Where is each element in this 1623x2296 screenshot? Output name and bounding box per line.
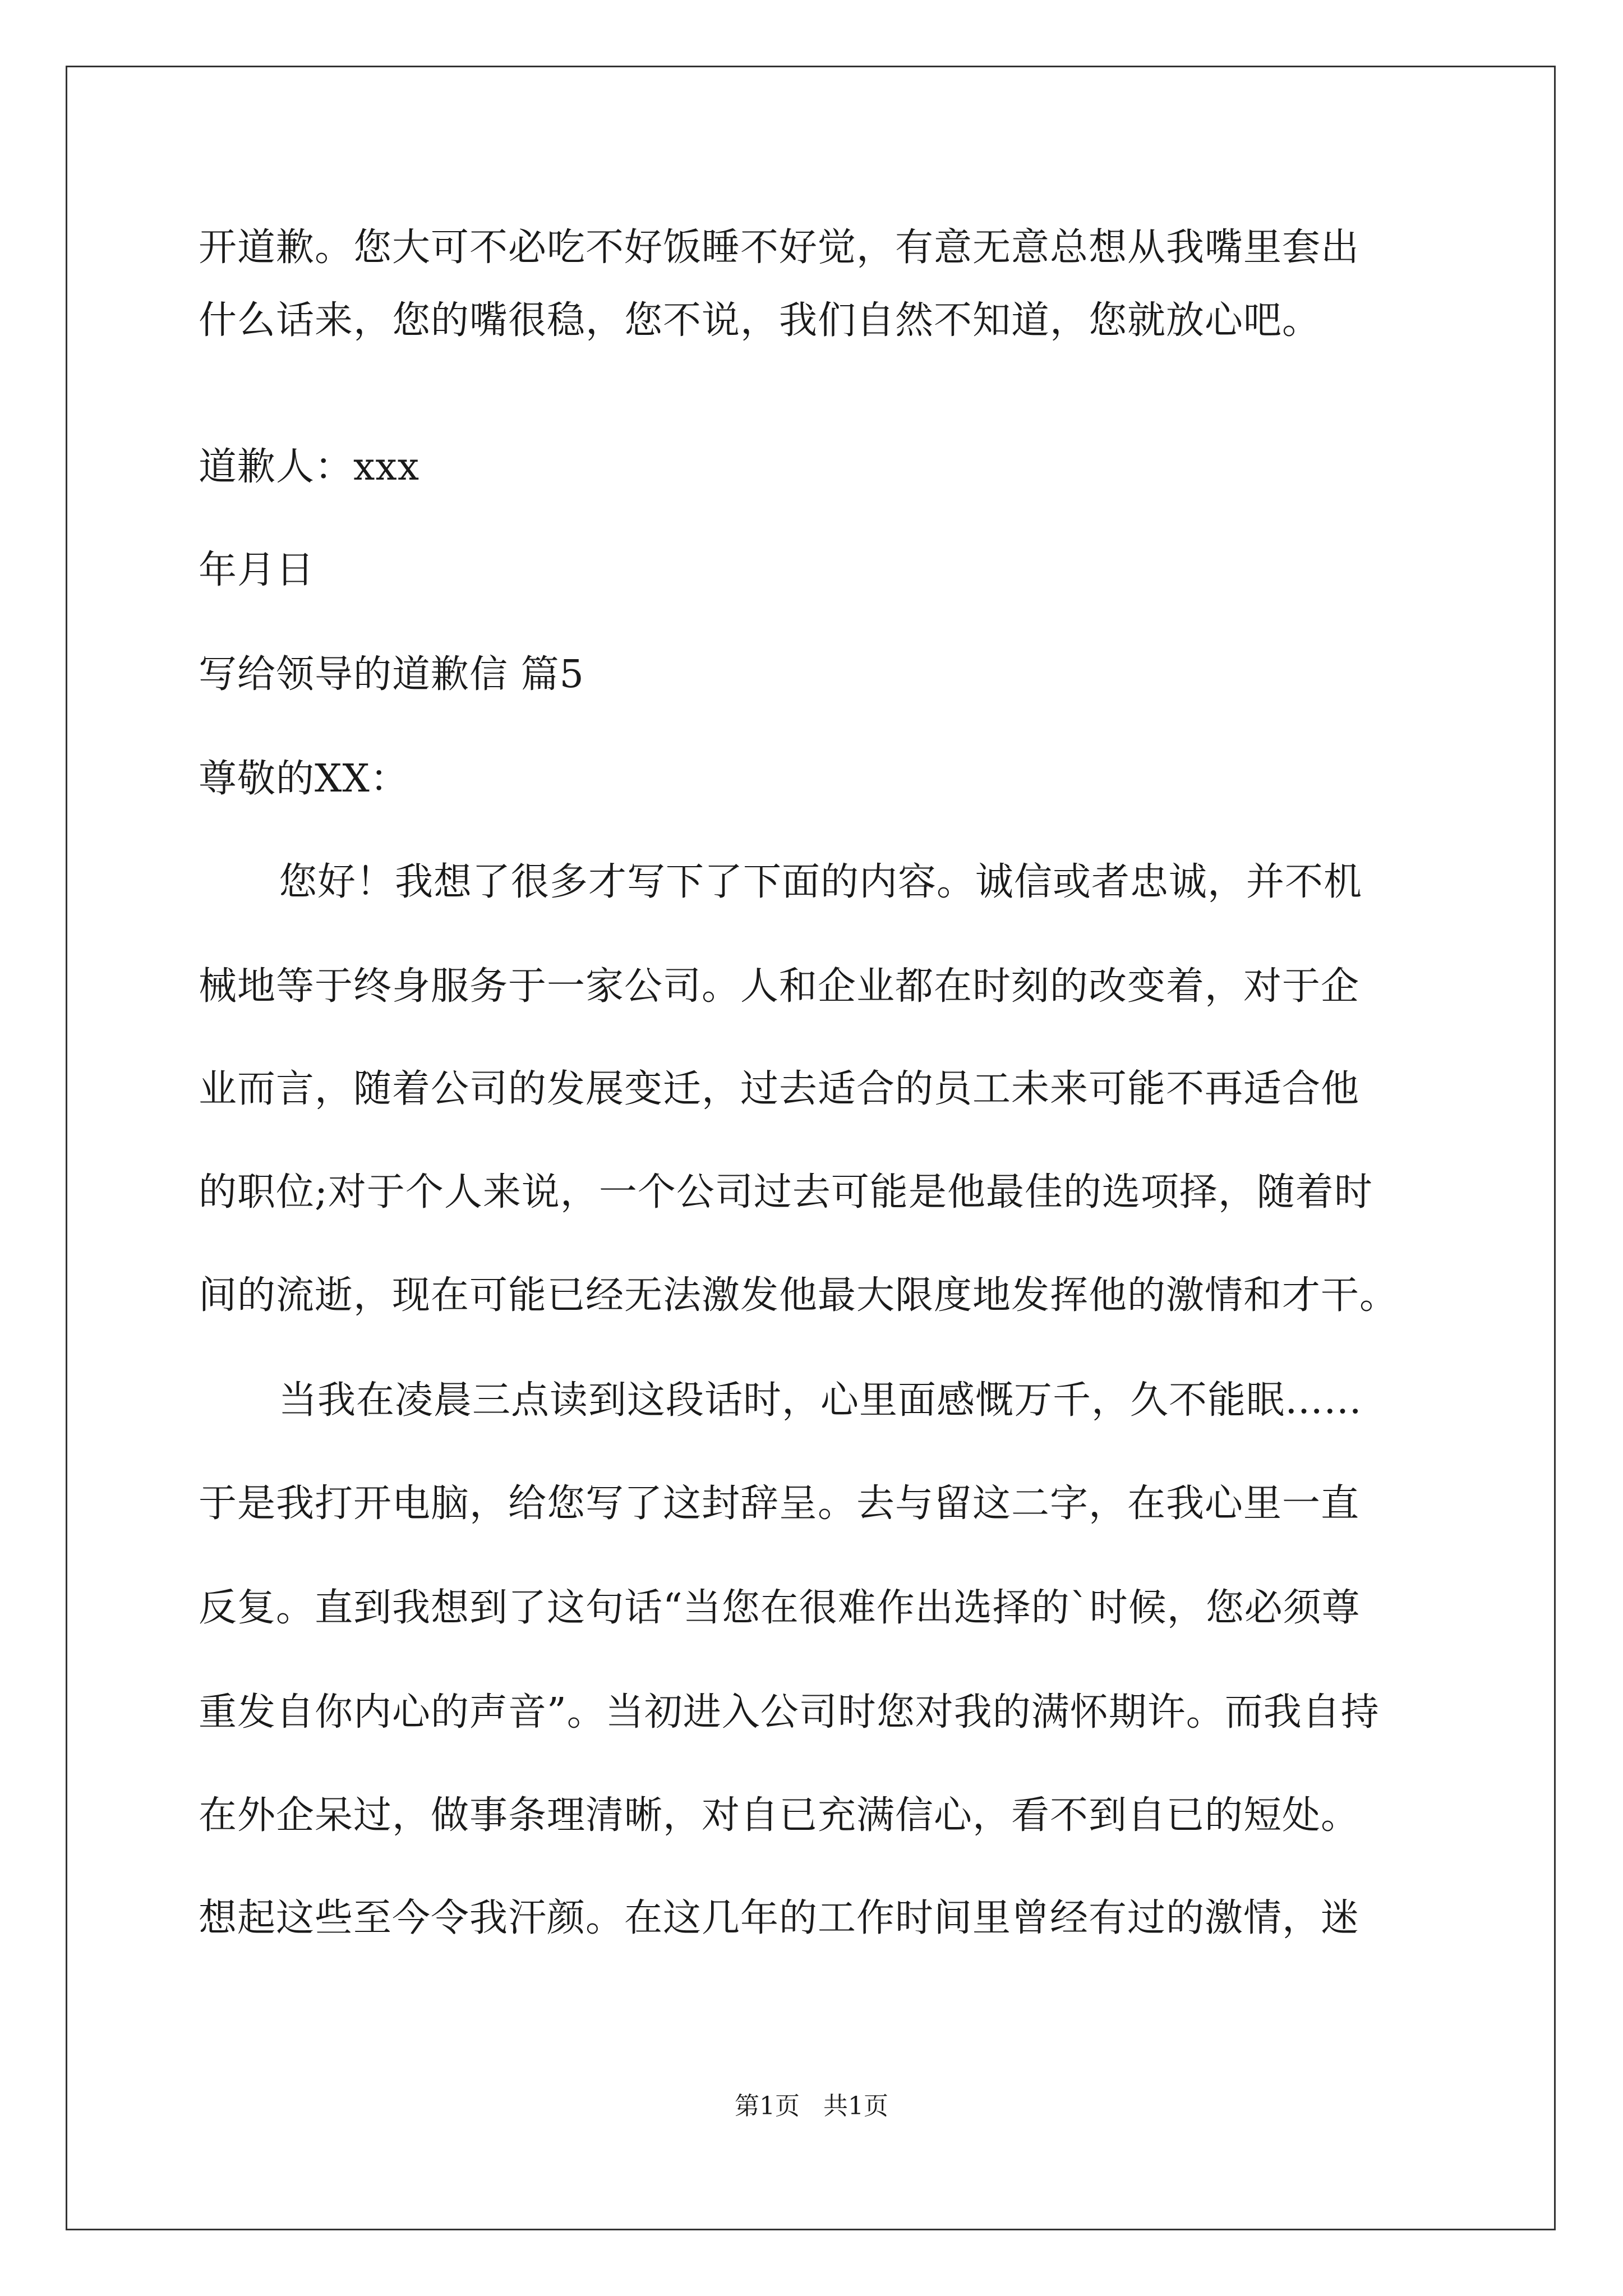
body-line: 于是我打开电脑，给您写了这封辞呈。去与留这二字，在我心里一直 (199, 1481, 1360, 1526)
body-line: 想起这些至今令我汗颜。在这几年的工作时间里曾经有过的激情，迷 (199, 1896, 1360, 1940)
body-line: 在外企呆过，做事条理清晰，对自已充满信心，看不到自已的短处。 (199, 1793, 1360, 1838)
date-line: 年月日 (199, 548, 315, 592)
signature-line: 道歉人：xxx (199, 445, 420, 489)
body-line: 反复。直到我想到了这句话“当您在很难作出选择的`时候，您必须尊 (199, 1586, 1361, 1630)
salutation: 尊敬的XX： (199, 757, 409, 801)
body-line: 间的流逝，现在可能已经无法激发他最大限度地发挥他的激情和才干。 (199, 1273, 1399, 1318)
body-line: 什么话来，您的嘴很稳，您不说，我们自然不知道，您就放心吧。 (199, 298, 1321, 343)
body-line: 当我在凌晨三点读到这段话时，心里面感慨万千，久不能眠…… (279, 1378, 1363, 1423)
page-number-footer: 第1页 共1页 (735, 2092, 888, 2120)
body-line: 械地等于终身服务于一家公司。人和企业都在时刻的改变着，对于企 (199, 964, 1360, 1009)
body-line: 您好！我想了很多才写下了下面的内容。诚信或者忠诚，并不机 (279, 860, 1363, 904)
section-heading: 写给领导的道歉信 篇5 (199, 652, 584, 697)
body-line: 开道歉。您大可不必吃不好饭睡不好觉，有意无意总想从我嘴里套出 (199, 226, 1360, 270)
body-line: 的职位;对于个人来说，一个公司过去可能是他最佳的选项择，随着时 (199, 1170, 1373, 1214)
body-line: 重发自你内心的声音”。当初进入公司时您对我的满怀期许。而我自持 (199, 1690, 1380, 1734)
body-line: 业而言，随着公司的发展变迁，过去适合的员工未来可能不再适合他 (199, 1067, 1360, 1111)
